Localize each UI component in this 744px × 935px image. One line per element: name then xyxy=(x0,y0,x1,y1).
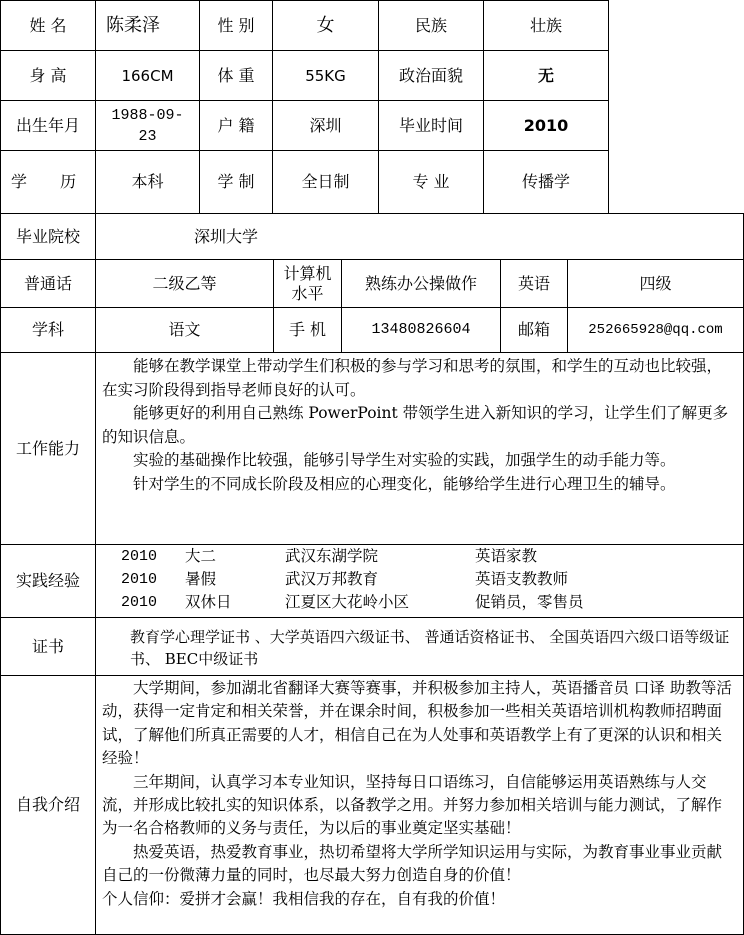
computer-value: 熟练办公操做作 xyxy=(341,259,501,308)
intro-paragraph: 三年期间，认真学习本专业知识，坚持每日口语练习，自信能够运用英语熟练与人交流，并形成比较扎实的知识体系，以备教学之用。并努力参加相关培训与能力测试，了解作为一名合格教师的义务与责任，为以后的事业奠定坚实基础！ xyxy=(102,772,723,838)
hukou-label: 户 籍 xyxy=(199,100,273,151)
practice-year: 2010 xyxy=(121,594,158,611)
weight-value: 55KG xyxy=(272,50,379,101)
weight-label: 体 重 xyxy=(199,50,273,101)
grad-time-label: 毕业时间 xyxy=(378,100,484,151)
phone-value[interactable]: 13480826604 xyxy=(341,307,501,353)
english-label: 英语 xyxy=(500,259,568,308)
school-value: 深圳大学 xyxy=(95,213,744,260)
mandarin-label: 普通话 xyxy=(0,259,96,308)
hukou-value: 深圳 xyxy=(272,100,379,151)
practice-year: 2010 xyxy=(121,548,158,565)
certs-text: 教育学心理学证书 、大学英语四六级证书、 普通话资格证书、 全国英语四六级口语等级证书、 BEC中级证书 xyxy=(130,628,730,668)
name-label: 姓 名 xyxy=(0,0,96,51)
practice-period: 大二 xyxy=(185,547,217,565)
birth-label: 出生年月 xyxy=(0,100,96,151)
gender-label: 性 别 xyxy=(199,0,273,51)
certs-content xyxy=(95,617,744,676)
ethnicity-value: 壮族 xyxy=(483,0,609,51)
ability-label: 工作能力 xyxy=(0,352,96,545)
intro-content xyxy=(95,675,744,935)
political-label: 政治面貌 xyxy=(378,50,484,101)
practice-org: 武汉东湖学院 xyxy=(285,547,379,565)
edu-value: 本科 xyxy=(95,150,200,214)
subject-label: 学科 xyxy=(0,307,96,353)
name-value: 陈柔泽 xyxy=(95,0,200,51)
height-label: 身 高 xyxy=(0,50,96,101)
intro-paragraph: 大学期间，参加湖北省翻译大赛等赛事，并积极参加主持人，英语播音员 口译 助教等活动，获得一定肯定和相关荣誉，并在课余时间，积极参加一些相关英语培训机构教师招聘面试，了解他们所真正需要的人才，相信自己在为人处事和英语教学上有了更深的认识和相关经验！ xyxy=(102,679,732,768)
ethnicity-label: 民族 xyxy=(378,0,484,51)
practice-year: 2010 xyxy=(121,571,158,588)
practice-role: 英语家教 xyxy=(475,547,538,565)
political-value: 无 xyxy=(483,50,609,101)
ability-paragraph: 能够在教学课堂上带动学生们积极的参与学习和思考的氛围，和学生的互动也比较强，在实习阶段得到指导老师良好的认可。 xyxy=(102,357,723,399)
ability-paragraph: 针对学生的不同成长阶段及相应的心理变化，能够给学生进行心理卫生的辅导。 xyxy=(133,474,676,493)
intro-label: 自我介绍 xyxy=(0,675,96,935)
ability-paragraph: 能够更好的利用自己熟练 PowerPoint 带领学生进入新知识的学习，让学生们了解更多的知识信息。 xyxy=(102,404,729,446)
ability-paragraph: 实验的基础操作比较强，能够引导学生对实验的实践，加强学生的动手能力等。 xyxy=(133,451,676,469)
certs-label: 证书 xyxy=(0,617,96,676)
system-value: 全日制 xyxy=(272,150,379,214)
height-value: 166CM xyxy=(95,50,200,101)
school-label: 毕业院校 xyxy=(0,213,96,260)
intro-paragraph: 个人信仰：爱拼才会赢！我相信我的存在，自有我的价值！ xyxy=(102,889,506,908)
practice-org: 武汉万邦教育 xyxy=(285,570,379,588)
email-value[interactable]: 252665928@qq.com xyxy=(567,307,744,353)
english-value: 四级 xyxy=(567,259,744,308)
mandarin-value: 二级乙等 xyxy=(95,259,274,308)
ability-content xyxy=(95,352,744,545)
practice-period: 双休日 xyxy=(185,593,232,611)
grad-time-value: 2010 xyxy=(483,100,609,151)
gender-value: 女 xyxy=(272,0,379,51)
major-value: 传播学 xyxy=(483,150,609,214)
computer-label: 计算机水平 xyxy=(273,259,342,308)
email-label: 邮箱 xyxy=(500,307,568,353)
major-label: 专 业 xyxy=(378,150,484,214)
system-label: 学 制 xyxy=(199,150,273,214)
practice-period: 暑假 xyxy=(185,570,217,588)
practice-list xyxy=(95,545,744,617)
birth-value: 1988-09-23 xyxy=(95,100,200,151)
subject-value: 语文 xyxy=(95,307,274,353)
edu-label: 学 历 xyxy=(0,150,96,214)
practice-label: 实践经验 xyxy=(0,544,96,618)
practice-role: 英语支教教师 xyxy=(475,570,569,588)
practice-org: 江夏区大花岭小区 xyxy=(285,593,410,611)
practice-role: 促销员，零售员 xyxy=(475,593,584,611)
intro-paragraph: 热爱英语，热爱教育事业，热切希望将大学所学知识运用与实际，为教育事业事业贡献自己的一份微薄力量的同时，也尽最大努力创造自身的价值！ xyxy=(102,842,723,885)
phone-label: 手 机 xyxy=(273,307,342,353)
